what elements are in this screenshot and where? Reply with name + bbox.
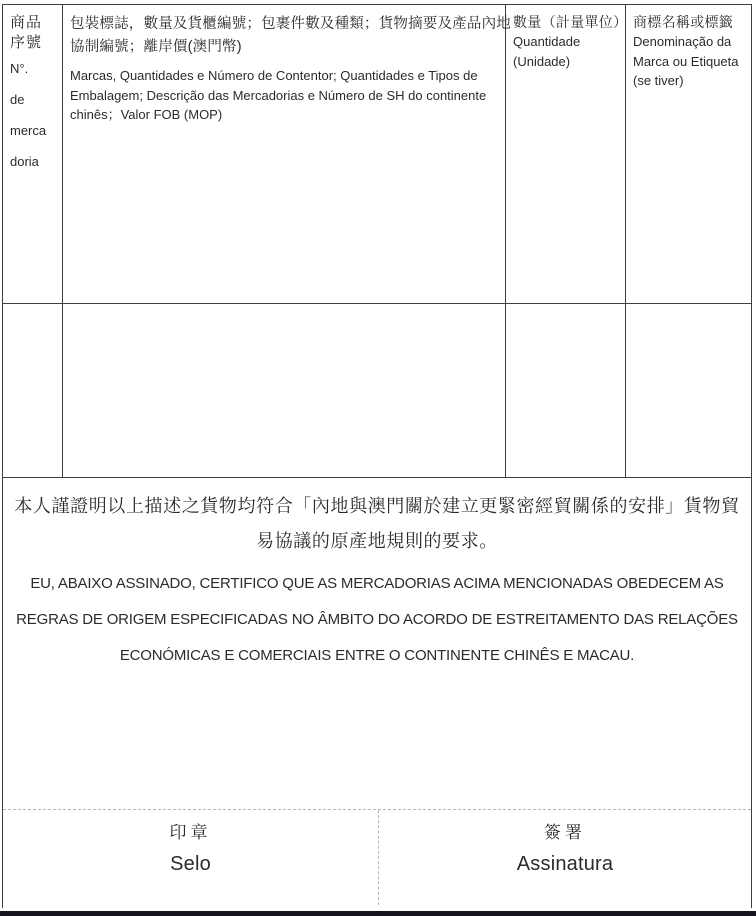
header-cell-quantity <box>506 5 626 303</box>
page-bottom-edge-bar <box>0 911 756 916</box>
item-number-pt-word: N°. <box>10 61 29 76</box>
description-zh-line: 包裝標誌，數量及貨櫃編號；包裹件數及種類；貨物摘要及產品內地 <box>70 16 511 32</box>
seal-label-zh: 印章 <box>169 823 212 842</box>
item-number-pt-word: merca <box>10 123 47 138</box>
table-empty-row <box>3 303 751 477</box>
certification-zh-line-2: 易協議的原產地規則的要求。 <box>256 531 498 551</box>
certification-zh-line-1: 本人謹證明以上描述之貨物均符合「內地與澳門關於建立更緊密經貿關係的安排」貨物貿 <box>14 496 740 516</box>
description-pt-line: Marcas, Quantidades e Número de Contentor; Quantidades e Tipos de <box>70 68 478 83</box>
empty-cell-description <box>63 304 506 477</box>
description-zh-line: 協制編號；離岸價(澳門幣) <box>70 39 242 55</box>
quantity-pt-line: Quantidade <box>513 34 581 49</box>
header-cell-item-number <box>3 5 63 303</box>
brand-zh: 商標名稱或標籤 <box>633 14 734 30</box>
quantity-pt-line: (Unidade) <box>513 53 571 69</box>
signature-section <box>3 809 751 905</box>
signature-label-pt: Assinatura <box>516 853 614 875</box>
brand-pt-line: Denominação da <box>633 34 732 49</box>
seal-label-pt: Selo <box>170 853 211 875</box>
empty-cell-quantity <box>506 304 626 477</box>
document-frame <box>2 4 752 908</box>
item-number-zh-line: 序號 <box>10 34 43 51</box>
item-number-pt-word: de <box>10 92 25 107</box>
brand-pt-line: (se tiver) <box>633 73 684 88</box>
item-number-zh-line: 商品 <box>10 14 43 31</box>
table-header-row <box>3 5 751 303</box>
quantity-zh: 數量（計量單位） <box>513 14 628 30</box>
description-pt-line: chinês；Valor FOB (MOP) <box>70 107 223 122</box>
description-pt-line: Embalagem; Descrição das Mercadorias e Número de SH do continente <box>70 87 487 103</box>
seal-cell <box>3 810 379 905</box>
brand-pt-line: Marca ou Etiqueta <box>633 53 739 69</box>
empty-cell-item-number <box>3 304 63 477</box>
signature-cell <box>379 810 751 905</box>
certification-section <box>3 477 751 809</box>
header-cell-description <box>63 5 511 303</box>
certification-pt-line-3: ECONÓMICAS E COMERCIAIS ENTRE O CONTINENTE CHINÊS E MACAU. <box>119 647 635 664</box>
empty-cell-brand <box>626 304 751 477</box>
signature-label-zh: 簽署 <box>544 823 586 842</box>
certification-pt-line-1: EU, ABAIXO ASSINADO, CERTIFICO QUE AS MERCADORIAS ACIMA MENCIONADAS OBEDECEM AS <box>30 575 724 592</box>
certification-pt-line-2: REGRAS DE ORIGEM ESPECIFICADAS NO ÂMBITO DO ACORDO DE ESTREITAMENTO DAS RELAÇÕES <box>16 611 738 628</box>
item-number-pt-word: doria <box>10 154 39 169</box>
header-cell-brand <box>626 5 751 303</box>
